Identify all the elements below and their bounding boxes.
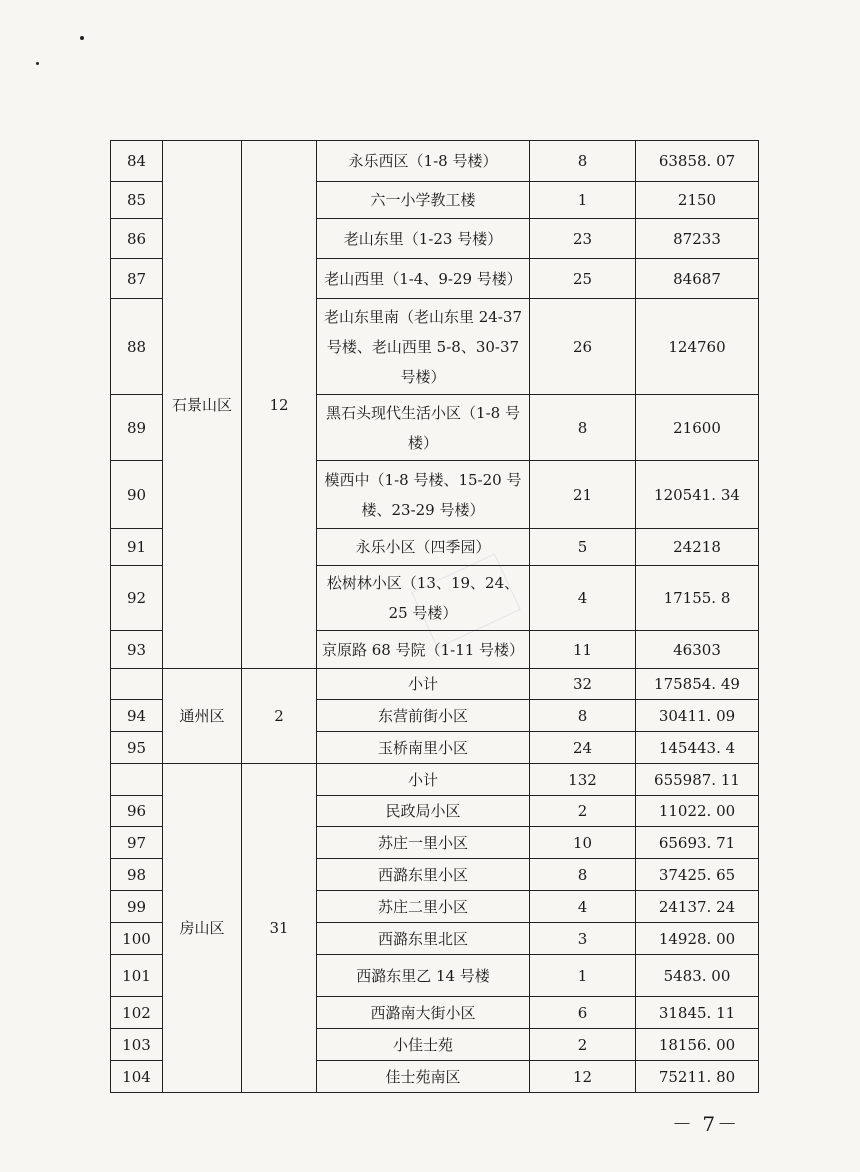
subtotal-row: [111, 669, 759, 700]
buildings-cell: 4: [530, 566, 636, 631]
area-cell: 24218: [636, 529, 759, 566]
district-cell: 石景山区: [163, 141, 242, 669]
seq-cell: 97: [111, 827, 163, 859]
seq-cell: 89: [111, 395, 163, 461]
area-cell: 18156. 00: [636, 1029, 759, 1061]
district-cell: 房山区: [163, 764, 242, 1093]
area-cell: 17155. 8: [636, 566, 759, 631]
area-cell: 124760: [636, 299, 759, 395]
community-name-cell: 小佳士苑: [317, 1029, 530, 1061]
community-name-cell: 苏庄二里小区: [317, 891, 530, 923]
community-name-cell: 西潞东里乙 14 号楼: [317, 955, 530, 997]
community-name-cell: 模西中（1-8 号楼、15-20 号楼、23-29 号楼）: [317, 461, 530, 529]
area-cell: 30411. 09: [636, 700, 759, 732]
area-cell: 14928. 00: [636, 923, 759, 955]
area-cell: 84687: [636, 259, 759, 299]
buildings-cell: 8: [530, 700, 636, 732]
area-cell: 21600: [636, 395, 759, 461]
community-name-cell: 老山西里（1-4、9-29 号楼）: [317, 259, 530, 299]
buildings-cell: 12: [530, 1061, 636, 1093]
seq-cell: 100: [111, 923, 163, 955]
buildings-cell: 24: [530, 732, 636, 764]
buildings-cell: 8: [530, 141, 636, 182]
seq-cell: 99: [111, 891, 163, 923]
community-name-cell: 西潞东里北区: [317, 923, 530, 955]
community-name-cell: 黑石头现代生活小区（1-8 号楼）: [317, 395, 530, 461]
seq-cell: 85: [111, 182, 163, 219]
community-name-cell: 西潞南大街小区: [317, 997, 530, 1029]
table-row: [111, 141, 759, 182]
seq-cell: [111, 764, 163, 796]
community-name-cell: 西潞东里小区: [317, 859, 530, 891]
seq-cell: 91: [111, 529, 163, 566]
seq-cell: 102: [111, 997, 163, 1029]
buildings-cell: 21: [530, 461, 636, 529]
district-cell: 通州区: [163, 669, 242, 764]
buildings-cell: 4: [530, 891, 636, 923]
area-cell: 5483. 00: [636, 955, 759, 997]
community-name-cell: 老山东里南（老山东里 24-37 号楼、老山西里 5-8、30-37 号楼）: [317, 299, 530, 395]
buildings-cell: 8: [530, 859, 636, 891]
community-name-cell: 六一小学教工楼: [317, 182, 530, 219]
area-cell: 65693. 71: [636, 827, 759, 859]
seq-cell: 90: [111, 461, 163, 529]
seq-cell: 86: [111, 219, 163, 259]
scan-speck: [80, 36, 84, 40]
subtotal-label-cell: 小计: [317, 669, 530, 700]
buildings-cell: 26: [530, 299, 636, 395]
buildings-cell: 1: [530, 955, 636, 997]
community-name-cell: 苏庄一里小区: [317, 827, 530, 859]
seq-cell: 88: [111, 299, 163, 395]
buildings-cell: 32: [530, 669, 636, 700]
buildings-cell: 3: [530, 923, 636, 955]
buildings-cell: 10: [530, 827, 636, 859]
housing-table: [110, 140, 759, 1093]
area-cell: 31845. 11: [636, 997, 759, 1029]
seq-cell: 98: [111, 859, 163, 891]
seq-cell: 84: [111, 141, 163, 182]
community-name-cell: 民政局小区: [317, 796, 530, 827]
community-name-cell: 松树林小区（13、19、24、25 号楼）: [317, 566, 530, 631]
buildings-cell: 25: [530, 259, 636, 299]
community-name-cell: 京原路 68 号院（1-11 号楼）: [317, 631, 530, 669]
area-cell: 63858. 07: [636, 141, 759, 182]
buildings-cell: 11: [530, 631, 636, 669]
community-name-cell: 永乐西区（1-8 号楼）: [317, 141, 530, 182]
subtotal-row: [111, 764, 759, 796]
community-name-cell: 永乐小区（四季园）: [317, 529, 530, 566]
buildings-cell: 23: [530, 219, 636, 259]
area-cell: 87233: [636, 219, 759, 259]
area-cell: 75211. 80: [636, 1061, 759, 1093]
area-cell: 120541. 34: [636, 461, 759, 529]
scan-speck: [36, 62, 39, 65]
page-number: － 7－: [672, 1112, 740, 1136]
area-cell: 655987. 11: [636, 764, 759, 796]
buildings-cell: 1: [530, 182, 636, 219]
seq-cell: [111, 669, 163, 700]
seq-cell: 92: [111, 566, 163, 631]
community-name-cell: 玉桥南里小区: [317, 732, 530, 764]
buildings-cell: 8: [530, 395, 636, 461]
area-cell: 37425. 65: [636, 859, 759, 891]
seq-cell: 103: [111, 1029, 163, 1061]
area-cell: 46303: [636, 631, 759, 669]
seq-cell: 93: [111, 631, 163, 669]
community-name-cell: 东营前街小区: [317, 700, 530, 732]
community-name-cell: 老山东里（1-23 号楼）: [317, 219, 530, 259]
area-cell: 2150: [636, 182, 759, 219]
buildings-cell: 6: [530, 997, 636, 1029]
area-cell: 24137. 24: [636, 891, 759, 923]
count-cell: 12: [242, 141, 317, 669]
count-cell: 31: [242, 764, 317, 1093]
buildings-cell: 2: [530, 1029, 636, 1061]
area-cell: 11022. 00: [636, 796, 759, 827]
seq-cell: 87: [111, 259, 163, 299]
buildings-cell: 5: [530, 529, 636, 566]
seq-cell: 101: [111, 955, 163, 997]
subtotal-label-cell: 小计: [317, 764, 530, 796]
count-cell: 2: [242, 669, 317, 764]
buildings-cell: 2: [530, 796, 636, 827]
area-cell: 175854. 49: [636, 669, 759, 700]
community-name-cell: 佳士苑南区: [317, 1061, 530, 1093]
seq-cell: 95: [111, 732, 163, 764]
seq-cell: 94: [111, 700, 163, 732]
buildings-cell: 132: [530, 764, 636, 796]
area-cell: 145443. 4: [636, 732, 759, 764]
seq-cell: 104: [111, 1061, 163, 1093]
seq-cell: 96: [111, 796, 163, 827]
